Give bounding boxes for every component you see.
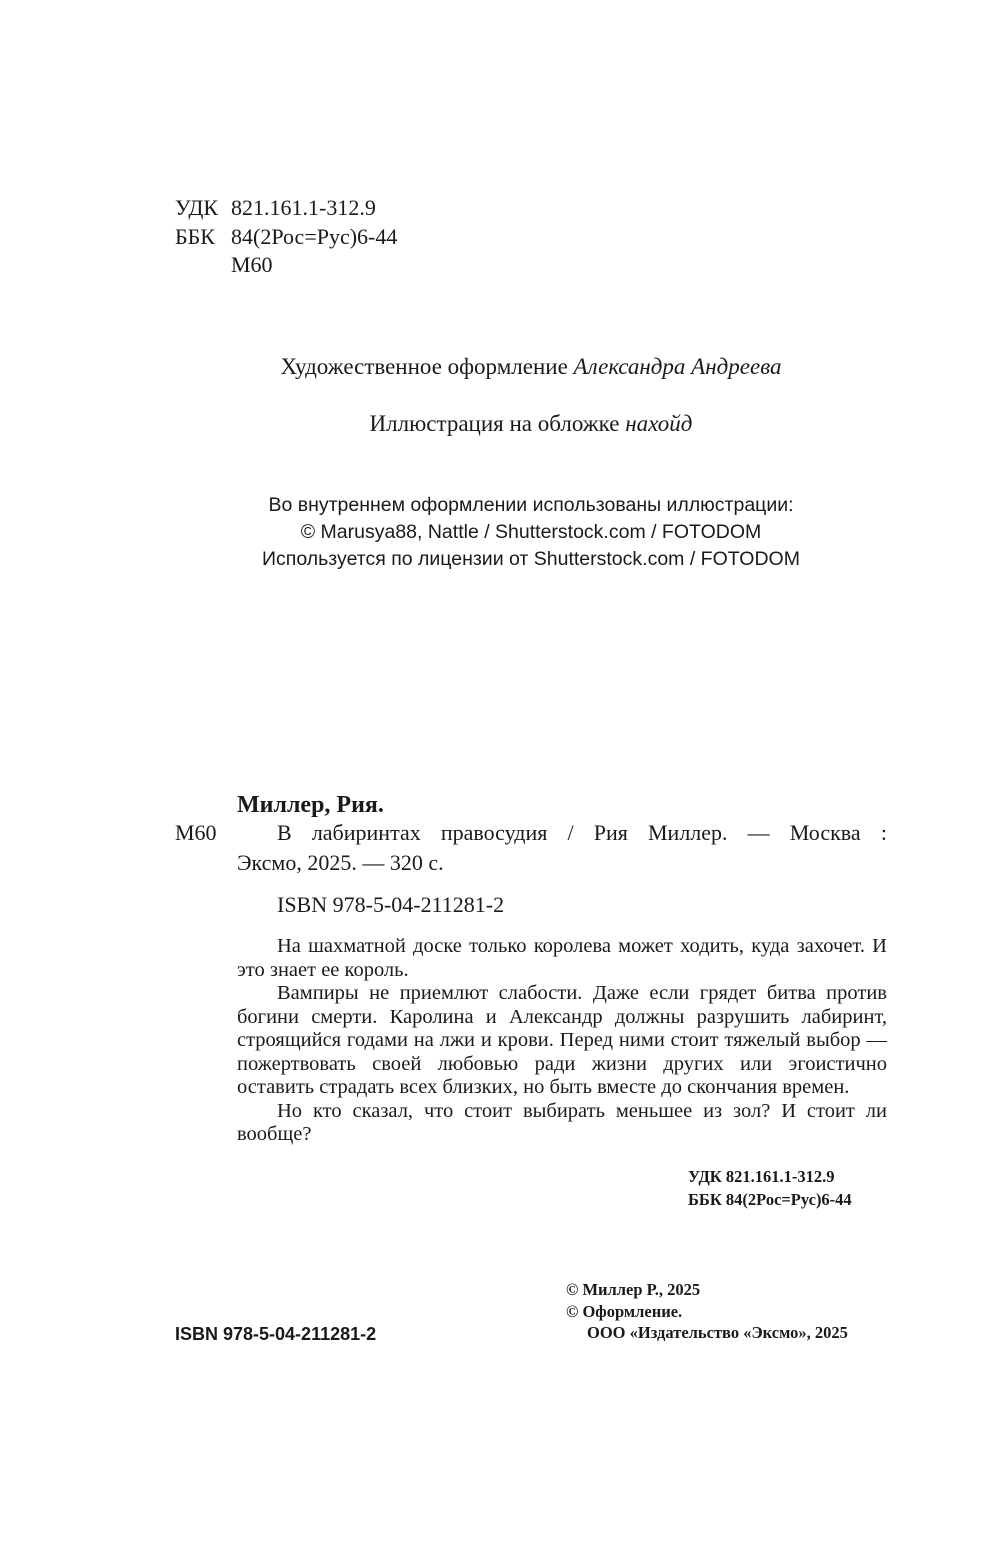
bbk-value: 84(2Рос=Рус)6-44 bbox=[231, 223, 398, 249]
annotation bbox=[237, 935, 887, 1147]
annotation-paragraph: Вампиры не приемлют слабости. Даже если грядет битва против богини смерти. Каролина и Александр должны разрушить лабиринт, строящийся годами на лжи и крови. Перед ними стоит тяжелый выбор — пожертвовать своей любовью ради жизни других или эгоистично оставить страдать всех близких, но быть вместе до скончания времен. bbox=[237, 982, 887, 1098]
author-mark-left: М60 bbox=[175, 820, 217, 845]
copyright-block: © Миллер Р., 2025 © Оформление. ООО «Издательство «Эксмо», 2025 bbox=[566, 1280, 848, 1342]
isbn-bottom: ISBN 978-5-04-211281-2 bbox=[175, 1324, 377, 1344]
design-credit: Художественное оформление Александра Андреева bbox=[280, 354, 782, 379]
annotation-paragraph: На шахматной доске только королева может ходить, куда захочет. И это знает ее король. bbox=[237, 935, 887, 981]
designer-name: Александра Андреева bbox=[573, 354, 782, 379]
title-statement: В лабиринтах правосудия / Рия Миллер. — Москва : bbox=[277, 820, 887, 845]
udk-label: УДК bbox=[175, 195, 219, 220]
cover-illustration-credit: Иллюстрация на обложке нахойд bbox=[369, 411, 693, 436]
udk-value: 821.161.1-312.9 bbox=[231, 195, 376, 220]
author-mark: М60 bbox=[231, 252, 273, 277]
isbn-record: ISBN 978-5-04-211281-2 bbox=[277, 892, 505, 917]
inner-illustration-credits: Во внутреннем оформлении использованы иллюстрации: © Marusya88, Nattle / Shutterstock.com / FOTODOM Используется по лицензии от Shutterstock.com / FOTODOM bbox=[262, 494, 800, 570]
publication-info: Эксмо, 2025. — 320 с. bbox=[237, 850, 444, 875]
classification-block bbox=[175, 194, 397, 280]
udk-bbk-bottom: УДК 821.161.1-312.9 ББК 84(2Рос=Рус)6-44 bbox=[688, 1167, 852, 1209]
annotation-paragraph: Но кто сказал, что стоит выбирать меньшее из зол? И стоит ли вообще? bbox=[237, 1099, 887, 1145]
author-heading: Миллер, Рия. bbox=[237, 792, 384, 818]
bbk-label: ББК bbox=[175, 223, 215, 249]
illustrator-name: нахойд bbox=[625, 411, 693, 436]
